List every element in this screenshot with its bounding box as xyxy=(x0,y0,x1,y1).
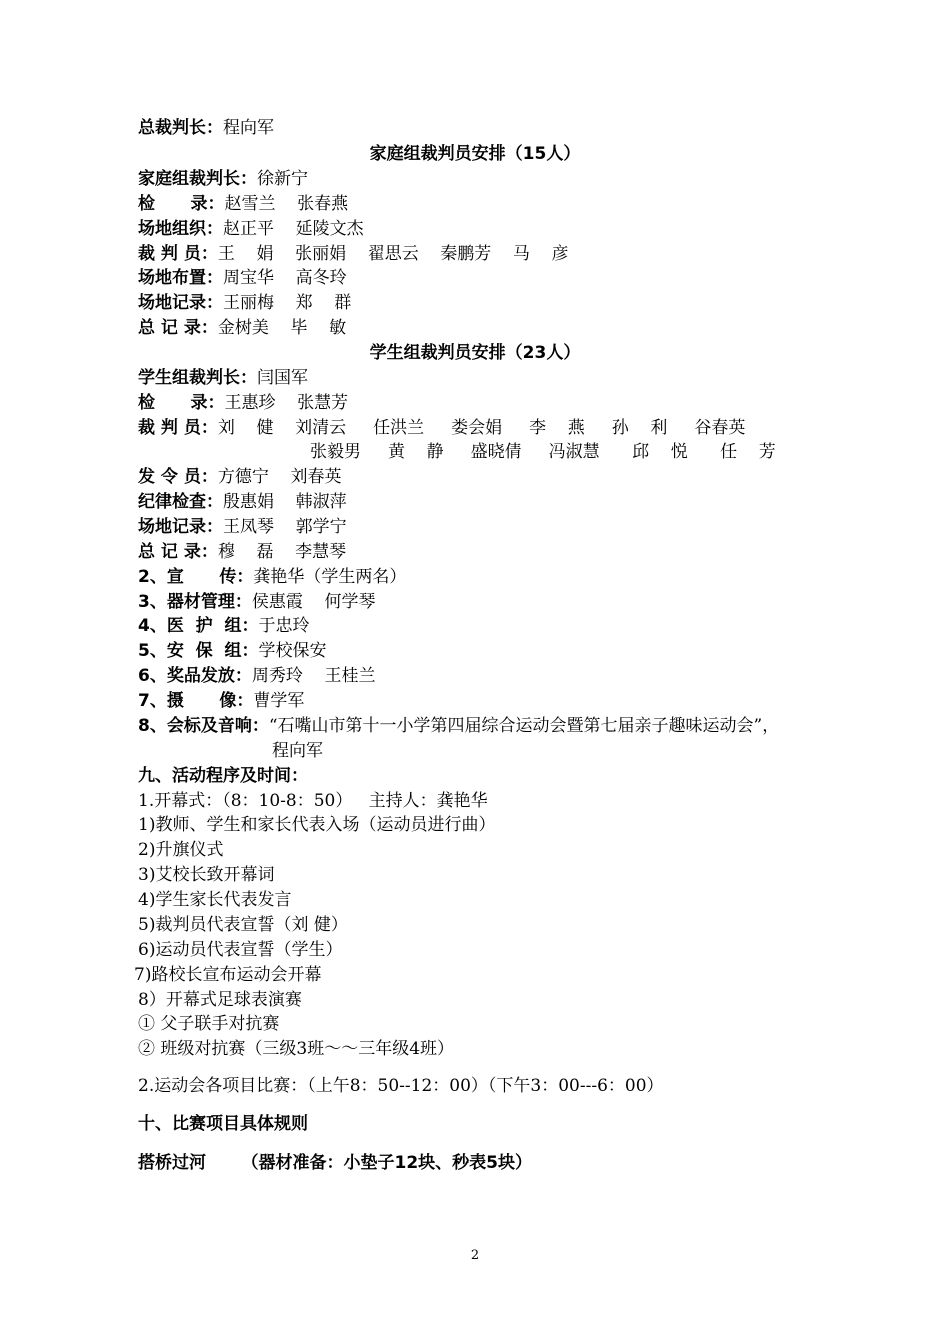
program-item: 4)学生家长代表发言 xyxy=(138,890,292,910)
program-item: 1.开幕式：（8：10-8：50） 主持人：龚艳华 xyxy=(138,791,488,811)
program-item: ① 父子联手对抗赛 xyxy=(138,1014,280,1034)
duty-row: 3、器材管理：侯惠霞 何学琴 xyxy=(138,592,376,612)
student-group-title: 学生组裁判员安排（23人） xyxy=(369,343,581,363)
duty-row: 4、医 护 组：于忠玲 xyxy=(138,616,310,636)
student-row: 总 记 录：穆 磊 李慧琴 xyxy=(138,542,347,562)
student-row: 检 录：王惠珍 张慧芳 xyxy=(138,393,349,413)
duty-row-continued: 程向军 xyxy=(272,741,323,761)
program-item: 2)升旗仪式 xyxy=(138,840,224,860)
chief-referee-label: 总裁判长： xyxy=(138,118,223,138)
duty-row: 5、安 保 组：学校保安 xyxy=(138,641,327,661)
program-item: 3)艾校长致开幕词 xyxy=(138,865,275,885)
student-row: 纪律检查：殷惠娟 韩淑萍 xyxy=(138,492,347,512)
program-item: 6)运动员代表宣誓（学生） xyxy=(138,940,343,960)
section-9-heading: 九、活动程序及时间： xyxy=(138,766,308,786)
chief-referee-value: 程向军 xyxy=(223,118,274,138)
page-number: 2 xyxy=(470,1248,480,1263)
section-10-heading: 十、比赛项目具体规则 xyxy=(138,1114,308,1134)
duty-row: 6、奖品发放：周秀玲 王桂兰 xyxy=(138,666,376,686)
family-row: 裁 判 员：王 娟 张丽娟 翟思云 秦鹏芳 马 彦 xyxy=(138,244,569,264)
program-item: 7)路校长宣布运动会开幕 xyxy=(134,965,322,985)
duty-row: 8、会标及音响：“石嘴山市第十一小学第四届综合运动会暨第七届亲子趣味运动会”， xyxy=(138,716,780,736)
family-row: 场地记录：王丽梅 郑 群 xyxy=(138,293,352,313)
student-row: 场地记录：王凤琴 郭学宁 xyxy=(138,517,347,537)
student-row: 学生组裁判长：闫国军 xyxy=(138,368,308,388)
program-item: 5)裁判员代表宣誓（刘 健） xyxy=(138,915,348,935)
student-row: 裁 判 员：刘 健 刘清云 任洪兰 娄会娟 李 燕 孙 利 谷春英 xyxy=(138,418,746,438)
student-row: 发 令 员：方德宁 刘春英 xyxy=(138,467,342,487)
student-row-continued: 张毅男 黄 静 盛晓倩 冯淑慧 邱 悦 任 芳 xyxy=(310,442,776,462)
chief-referee-line xyxy=(138,116,274,140)
family-row: 家庭组裁判长：徐新宁 xyxy=(138,169,308,189)
duty-row: 7、摄 像：曹学军 xyxy=(138,691,305,711)
program-item: 1)教师、学生和家长代表入场（运动员进行曲） xyxy=(138,815,496,835)
program-item-2: 2.运动会各项目比赛：（上午8：50--12：00）（下午3：00---6：00） xyxy=(138,1076,664,1096)
duty-row: 2、宣 传：龚艳华（学生两名） xyxy=(138,567,407,587)
program-item: ② 班级对抗赛（三级3班～～三年级4班） xyxy=(138,1039,455,1059)
family-group-title: 家庭组裁判员安排（15人） xyxy=(369,144,581,164)
family-row: 场地组织：赵正平 延陵文杰 xyxy=(138,219,364,239)
family-row: 检 录：赵雪兰 张春燕 xyxy=(138,194,349,214)
family-row: 总 记 录：金树美 毕 敏 xyxy=(138,318,347,338)
event-title: 搭桥过河 （器材准备：小垫子12块、秒表5块） xyxy=(138,1153,532,1173)
program-item: 8）开幕式足球表演赛 xyxy=(138,990,302,1010)
family-row: 场地布置：周宝华 高冬玲 xyxy=(138,268,347,288)
